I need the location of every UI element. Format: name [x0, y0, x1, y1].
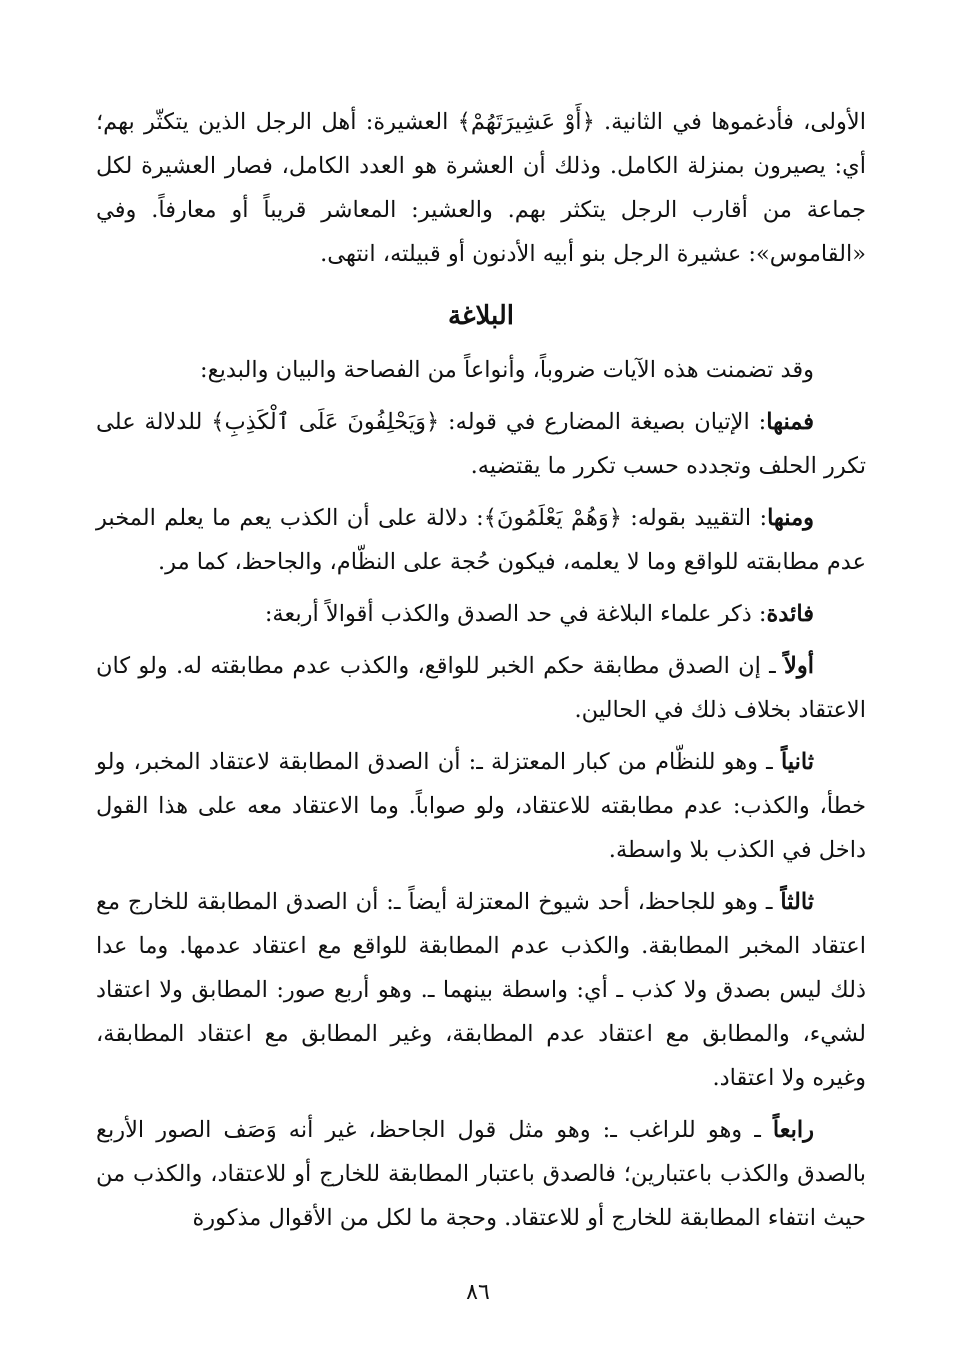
point-2-text-1: : التقييد بقوله: — [621, 505, 768, 531]
quran-quote: ﴿وَيَحْلِفُونَ عَلَى ٱلْكَذِبِ﴾ — [211, 409, 440, 435]
point-1-lead: فمنها — [766, 409, 815, 435]
fourth-opinion-lead: رابعاً — [772, 1117, 814, 1143]
intro-paragraph — [96, 100, 866, 276]
second-opinion-text: ـ وهو للنظّام من كبار المعتزلة ـ: أن الصدق المطابقة لاعتقاد المخبر، ولو خطأ، والكذب: عدم مطابقته للاعتقاد، ولو صواباً. وما الاعتقاد معه على هذا القول داخل في الكذب بلا واسطة. — [96, 749, 866, 863]
third-opinion-text: ـ وهو للجاحظ، أحد شيوخ المعتزلة أيضاً ـ: أن الصدق المطابقة للخارج مع اعتقاد المخبر المطابقة. والكذب عدم المطابقة للواقع مع اعتقاد عدمها. وما عدا ذلك ليس بصدق ولا كذب ـ أي: واسطة بينهما ـ. وهو أربع صور: المطابق ولا اعتقاد لشيء، والمطابق مع اعتقاد عدم المطابقة، وغير المطابق مع اعتقاد المطابقة، وغيره ولا اعتقاد. — [96, 889, 866, 1091]
fourth-opinion-text: ـ وهو للراغب ـ: وهو مثل قول الجاحظ، غير أنه وَصَف الصور الأربع بالصدق والكذب باعتبارين؛ فالصدق باعتبار المطابقة للخارج أو للاعتقاد، والكذب من حيث انتفاء المطابقة للخارج أو للاعتقاد. وحجة ما لكل من الأقوال مذكورة — [96, 1117, 866, 1231]
page-number: ٨٦ — [466, 1280, 490, 1305]
point-1-paragraph — [96, 400, 866, 488]
point-1-text-2: للدلالة على تكرر الحلف وتجدده حسب تكرر ما يقتضيه. — [96, 409, 866, 479]
section-heading: البلاغة — [447, 301, 515, 331]
first-opinion-paragraph — [96, 644, 866, 732]
quran-quote: ﴿أَوْ عَشِيرَتَهُمْ﴾ — [457, 109, 595, 135]
quran-quote: ﴿وَهُمْ يَعْلَمُونَ﴾ — [483, 505, 622, 531]
point-2-lead: ومنها — [767, 505, 815, 531]
point-1-text-1: : الإتيان بصيغة المضارع في قوله: — [439, 409, 767, 435]
faida-paragraph — [96, 592, 866, 636]
faida-lead: فائدة — [766, 601, 814, 627]
point-2-paragraph — [96, 496, 866, 584]
first-opinion-lead: أولاً — [784, 653, 814, 679]
intro-text-1: الأولى، فأدغموها في الثانية. — [594, 109, 866, 135]
faida-text: : ذكر علماء البلاغة في حد الصدق والكذب أقوالاً أربعة: — [264, 601, 767, 627]
third-opinion-lead: ثالثاً — [780, 889, 814, 915]
intro-text-2: العشيرة: أهل الرجل الذين يتكثّر بهم؛ أي: يصيرون بمنزلة الكامل. وذلك أن العشرة هو العدد الكامل، فصار العشيرة لكل جماعة من أقارب الرجل يتكثر بهم. والعشير: المعاشر قريباً أو معارفاً. وفي «القاموس»: عشيرة الرجل بنو أبيه الأدنون أو قبيلته، انتهى. — [96, 109, 866, 267]
fourth-opinion-paragraph — [96, 1108, 866, 1240]
page-body — [96, 100, 866, 1248]
balagha-intro: وقد تضمنت هذه الآيات ضروباً، وأنواعاً من الفصاحة والبيان والبديع: — [200, 357, 814, 383]
first-opinion-text: ـ إن الصدق مطابقة حكم الخبر للواقع، والكذب عدم مطابقته له. ولو كان الاعتقاد بخلاف ذلك في الحالين. — [96, 653, 866, 723]
second-opinion-paragraph — [96, 740, 866, 872]
third-opinion-paragraph — [96, 880, 866, 1100]
second-opinion-lead: ثانياً — [780, 749, 814, 775]
point-2-text-2: : دلالة على أن الكذب يعم ما يعلم المخبر عدم مطابقته للواقع وما لا يعلمه، فيكون حُجة على النظّام، والجاحظ، كما مر. — [96, 505, 866, 575]
